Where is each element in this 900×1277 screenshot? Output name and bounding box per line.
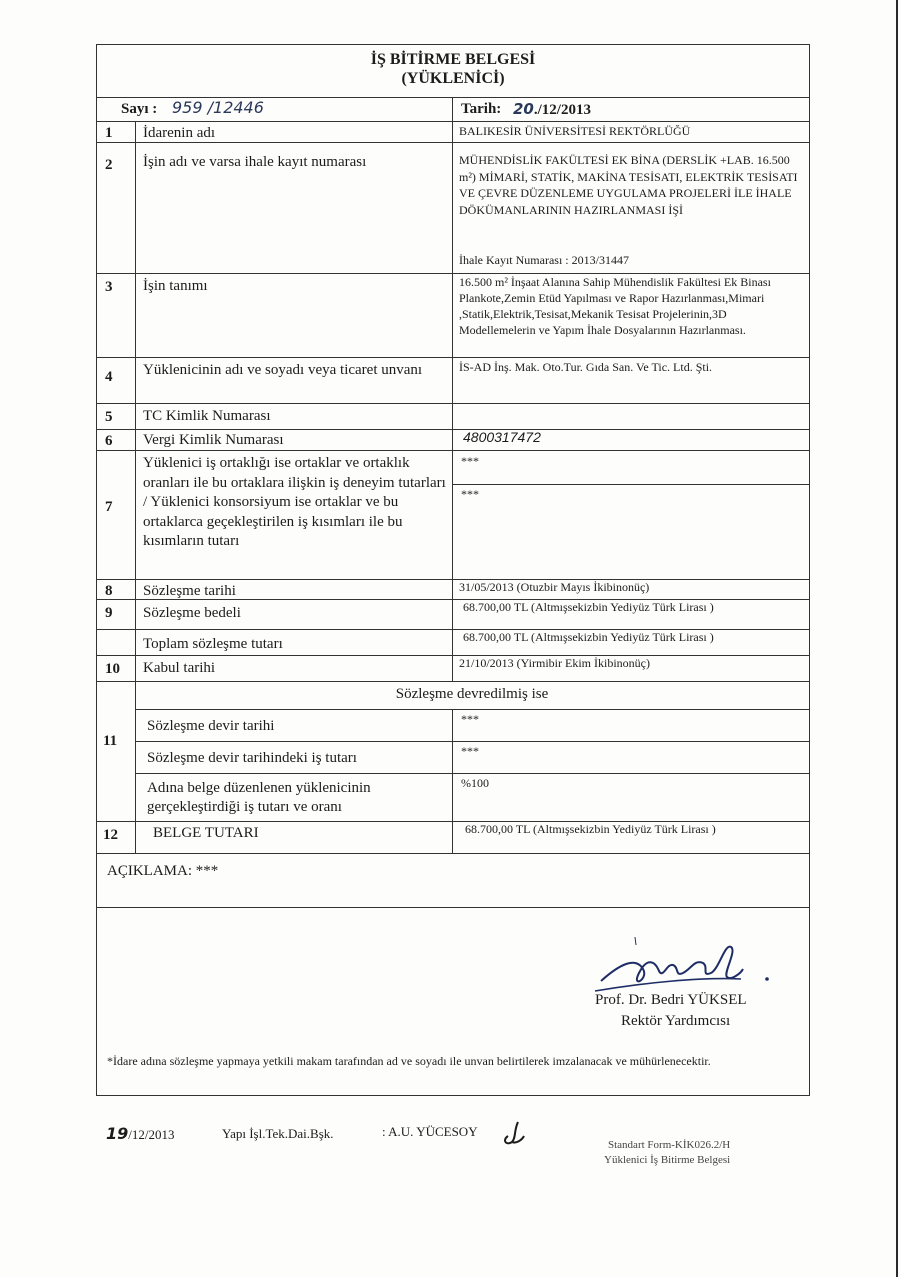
row-value: BALIKESİR ÜNİVERSİTESİ REKTÖRLÜĞÜ: [459, 124, 691, 138]
row-value: İS-AD İnş. Mak. Oto.Tur. Gıda San. Ve Tic. Ltd. Şti.: [459, 360, 713, 374]
aciklama: AÇIKLAMA: ***: [107, 863, 219, 879]
row-label: BELGE TUTARI: [153, 825, 259, 841]
row-value: 21/10/2013 (Yirmibir Ekim İkibinonüç): [459, 656, 650, 670]
row-number: 7: [105, 499, 113, 515]
row-value: %100: [461, 776, 489, 790]
rule: [97, 357, 809, 358]
footer-date: [106, 1124, 175, 1143]
row-number: 6: [105, 433, 113, 449]
rule: [97, 403, 809, 404]
row-label: Sözleşme bedeli: [143, 605, 241, 621]
rule: [97, 121, 809, 122]
row-label: Yüklenici iş ortaklığı ise ortaklar ve ortaklık oranları ile bu ortaklara ilişkin iş deneyim tutarları / Yüklenici konsorsiyum ise ortaklar ve bu ortaklarca geçekleştirilen iş kısımları ile bu kısımların tutarı: [143, 455, 446, 549]
row-number: 8: [105, 583, 113, 599]
row-value: ***: [461, 487, 479, 501]
row-value: 4800317472: [463, 429, 541, 445]
row-label: Vergi Kimlik Numarası: [143, 432, 284, 448]
row-number: 4: [105, 369, 113, 385]
form-name: Yüklenici İş Bitirme Belgesi: [604, 1154, 731, 1166]
footer-date-rest: /12/2013: [128, 1127, 175, 1142]
row-number: 11: [103, 733, 118, 749]
row-label: Sözleşme tarihi: [143, 583, 236, 599]
row-value: 68.700,00 TL (Altmışsekizbin Yediyüz Türk Lirası ): [463, 600, 714, 614]
certificate-frame: [96, 44, 810, 1096]
row-label: Sözleşme devir tarihindeki iş tutarı: [147, 750, 357, 766]
rule: [97, 450, 809, 451]
row-number: 9: [105, 605, 113, 621]
row-value: MÜHENDİSLİK FAKÜLTESİ EK BİNA (DERSLİK +LAB. 16.500 m²) MİMARİ, STATİK, MAKİNA TESİSATI, ELEKTRİK TESİSATI VE ÇEVRE DÜZENLEME UYGULAMA PROJELERİ İLE İHALE DÖKÜMANLARININ HAZIRLANMASI İŞİ: [459, 153, 798, 217]
form-code: Standart Form-KİK026.2/H: [608, 1139, 731, 1151]
sayi-value: 959 /12446: [172, 98, 264, 117]
footnote: *İdare adına sözleşme yapmaya yetkili makam tarafından ad ve soyadı ile unvan belirtilerek imzalanacak ve mühürlenecektir.: [107, 1054, 711, 1068]
row-number: 2: [105, 157, 113, 173]
row-label: TC Kimlik Numarası: [143, 408, 271, 424]
signatory-name: Prof. Dr. Bedri YÜKSEL: [595, 992, 747, 1008]
sayi-label: Sayı :: [121, 101, 158, 117]
row-value: ***: [461, 744, 479, 758]
row-label: Toplam sözleşme tutarı: [143, 636, 283, 652]
row-number: 1: [105, 125, 113, 141]
row-label: İşin adı ve varsa ihale kayıt numarası: [143, 154, 367, 170]
signatory-title: Rektör Yardımcısı: [621, 1013, 731, 1029]
footer-person: : A.U. YÜCESOY: [382, 1124, 478, 1139]
rule: [97, 579, 809, 580]
row-value: 16.500 m² İnşaat Alanına Sahip Mühendislik Fakültesi Ek Binası Plankote,Zemin Etüd Yapılması ve Rapor Hazırlanması,Mimari ,Statik,Elektrik,Tesisat,Mekanik Tesisat Projelerinin,3D Modellemelerin ve Yapım İhale Dosyalarının Hazırlanması.: [459, 275, 771, 337]
title-line2: (YÜKLENİCİ): [401, 70, 505, 87]
row-value: 31/05/2013 (Otuzbir Mayıs İkibinonüç): [459, 580, 650, 594]
initials-icon: [500, 1118, 526, 1148]
row-number: 10: [105, 661, 120, 677]
rule: [452, 121, 453, 681]
rule: [97, 907, 809, 908]
row-label: Sözleşme devir tarihi: [147, 718, 275, 734]
row-value: ***: [461, 712, 479, 726]
rule: [135, 773, 809, 774]
page-edge: [896, 0, 898, 1277]
row-label: İşin tanımı: [143, 278, 208, 294]
tarih-value: [513, 100, 591, 120]
row-value: 68.700,00 TL (Altmışsekizbin Yediyüz Türk Lirası ): [465, 822, 716, 836]
transfer-heading: Sözleşme devredilmiş ise: [395, 686, 549, 702]
rule: [135, 121, 136, 853]
tarih-rest: ./12/2013: [533, 102, 591, 118]
rule: [452, 97, 453, 121]
rule: [97, 429, 809, 430]
rule: [452, 484, 809, 485]
rule: [97, 655, 809, 656]
rule: [97, 853, 809, 854]
row-label: İdarenin adı: [143, 125, 216, 141]
row-label: Yüklenicinin adı ve soyadı veya ticaret unvanı: [143, 362, 423, 378]
ihale-kayit-number: İhale Kayıt Numarası : 2013/31447: [459, 253, 629, 267]
footer-dept: Yapı İşl.Tek.Dai.Bşk.: [222, 1126, 334, 1141]
title-line1: İŞ BİTİRME BELGESİ: [370, 51, 536, 68]
document-title: [97, 45, 809, 97]
tarih-day: 20: [513, 100, 534, 118]
rule: [452, 709, 453, 853]
row-number: 5: [105, 409, 113, 425]
row-number: 3: [105, 279, 113, 295]
row-value: 68.700,00 TL (Altmışsekizbin Yediyüz Türk Lirası ): [463, 630, 714, 644]
rule: [97, 681, 809, 682]
rule: [135, 741, 809, 742]
row-label: Adına belge düzenlenen yüklenicinin gerçekleştirdiği iş tutarı ve oranı: [147, 780, 371, 815]
row-value: ***: [461, 454, 479, 468]
row-number: 12: [103, 827, 118, 843]
row-label: Kabul tarihi: [143, 660, 216, 676]
rule: [135, 709, 809, 710]
tarih-label: Tarih:: [461, 101, 502, 117]
footer-date-day: 19: [106, 1124, 129, 1143]
